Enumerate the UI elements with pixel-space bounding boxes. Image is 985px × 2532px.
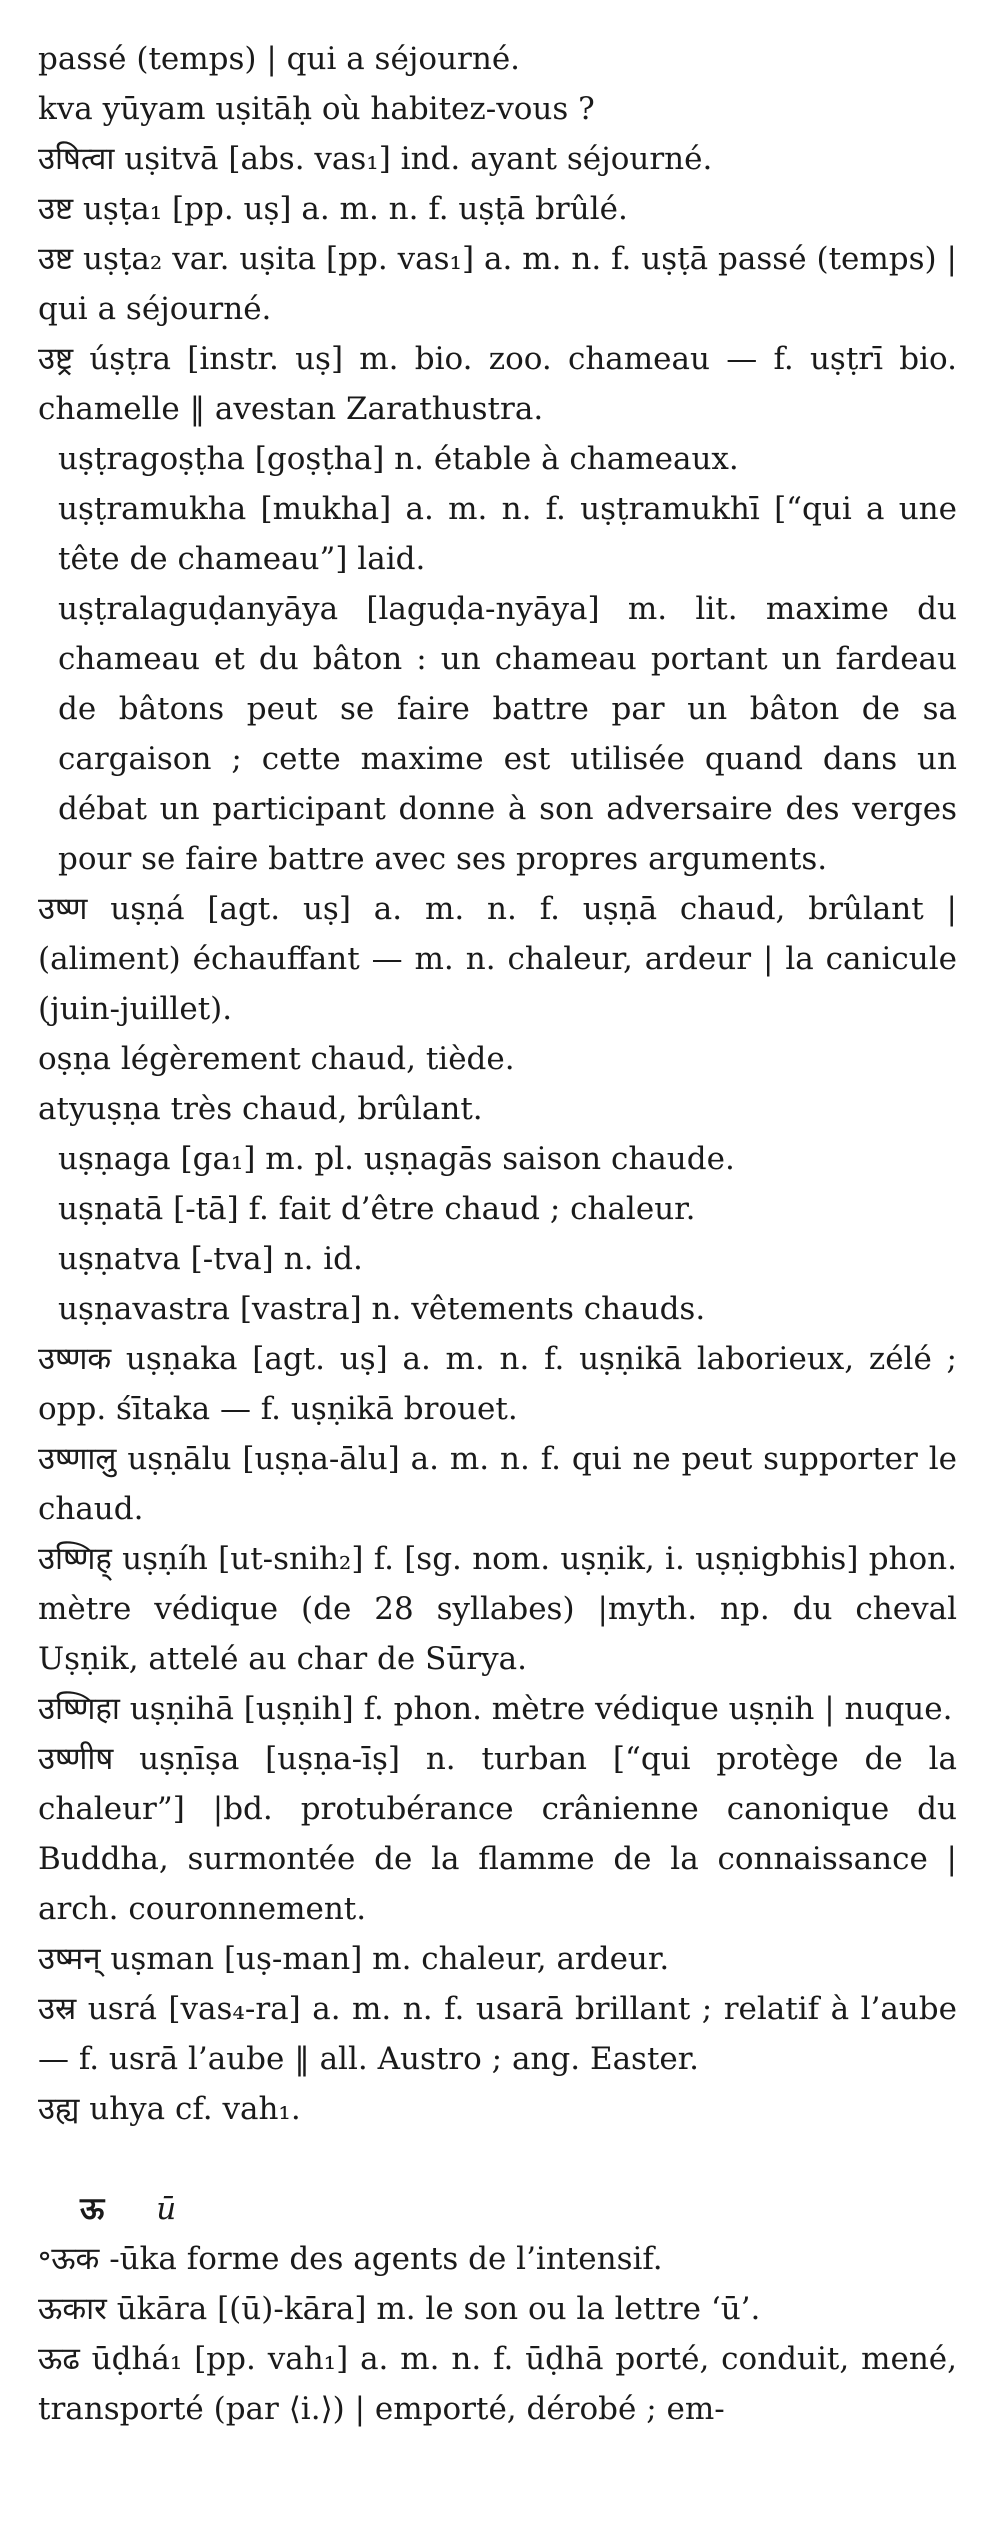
sub-entry: uṣṭragoṣṭha [goṣṭha] n. étable à chameaux.	[58, 441, 739, 477]
continuation-line: passé (temps) | qui a séjourné.	[38, 41, 521, 77]
example-sentence: kva yūyam uṣitāḥ où habitez-vous ?	[38, 91, 595, 127]
dictionary-entry: ॰ऊक -ūka forme des agents de l’intensif.	[38, 2241, 663, 2277]
dictionary-entry: उष्णिह् uṣṇíh [ut-snih₂] f. [sg. nom. uṣṇik, i. uṣṇigbhis] phon. mètre védique (de 28 syllabes) |myth. np. du cheval Uṣṇik, attelé au char de Sūrya.	[38, 1541, 957, 1677]
dictionary-entry: उष्ट uṣṭa₂ var. uṣita [pp. vas₁] a. m. n. f. uṣṭā passé (temps) | qui a séjourné.	[38, 241, 957, 327]
dictionary-entry: उष्मन् uṣman [uṣ-man] m. chaleur, ardeur.	[38, 1941, 670, 1977]
sub-entry: uṣṭralaguḍanyāya [laguḍa-nyāya] m. lit. maxime du chameau et du bâton : un chameau portant un fardeau de bâtons peut se faire battre par un bâton de sa cargaison ; cette maxime est utilisée quand dans un débat un participant donne à son adversaire des verges pour se faire battre avec ses propres arguments.	[58, 591, 957, 877]
section-heading-iast: ū	[156, 2191, 177, 2227]
dictionary-entry: ऊढ ūḍhá₁ [pp. vah₁] a. m. n. f. ūḍhā porté, conduit, mené, transporté (par ⟨i.⟩) | emporté, dérobé ; em-	[38, 2341, 957, 2427]
derived-form: oṣṇa légèrement chaud, tiède.	[38, 1041, 515, 1077]
sub-entry: uṣṇatva [-tva] n. id.	[58, 1241, 363, 1277]
sub-entry: uṣṇavastra [vastra] n. vêtements chauds.	[58, 1291, 706, 1327]
dictionary-entry: उष्णीष uṣṇīṣa [uṣṇa-īṣ] n. turban [“qui protège de la chaleur”] |bd. protubérance crânienne canonique du Buddha, surmontée de la flamme de la connaissance | arch. couronnement.	[38, 1741, 957, 1927]
dictionary-entry: उष्ट uṣṭa₁ [pp. uṣ] a. m. n. f. uṣṭā brûlé.	[38, 191, 628, 227]
sub-entry: uṣṇatā [-tā] f. fait d’être chaud ; chaleur.	[58, 1191, 696, 1227]
entries-part-1	[38, 34, 957, 2134]
section-heading-devanagari: ऊ	[80, 2191, 105, 2227]
dictionary-entry: उष्ण uṣṇá [agt. uṣ] a. m. n. f. uṣṇā chaud, brûlant | (aliment) échauffant — m. n. chaleur, ardeur | la canicule (juin-juillet).	[38, 891, 957, 1027]
sub-entry: uṣṇaga [ga₁] m. pl. uṣṇagās saison chaude.	[58, 1141, 735, 1177]
dictionary-entry: उष्णक uṣṇaka [agt. uṣ] a. m. n. f. uṣṇikā laborieux, zélé ; opp. śītaka — f. uṣṇikā brouet.	[38, 1341, 957, 1427]
entries-part-2	[38, 2234, 957, 2434]
sub-entry: uṣṭramukha [mukha] a. m. n. f. uṣṭramukhī [“qui a une tête de chameau”] laid.	[58, 491, 957, 577]
dictionary-entry: उषित्वा uṣitvā [abs. vas₁] ind. ayant séjourné.	[38, 141, 713, 177]
dictionary-entry: उष्णालु uṣṇālu [uṣṇa-ālu] a. m. n. f. qui ne peut supporter le chaud.	[38, 1441, 957, 1527]
section-spacer	[38, 2134, 957, 2184]
dictionary-entry: उस्र usrá [vas₄-ra] a. m. n. f. usarā brillant ; relatif à l’aube — f. usrā l’aube ‖ all. Austro ; ang. Easter.	[38, 1991, 957, 2077]
dictionary-entry: उह्य uhya cf. vah₁.	[38, 2091, 301, 2127]
dictionary-entry: उष्णिहा uṣṇihā [uṣṇih] f. phon. mètre védique uṣṇih | nuque.	[38, 1691, 953, 1727]
section-heading	[38, 2184, 957, 2234]
dictionary-entry: ऊकार ūkāra [(ū)-kāra] m. le son ou la lettre ‘ū’.	[38, 2291, 761, 2327]
derived-form: atyuṣṇa très chaud, brûlant.	[38, 1091, 483, 1127]
dictionary-entry: उष्ट्र úṣṭra [instr. uṣ] m. bio. zoo. chameau — f. uṣṭrī bio. chamelle ‖ avestan Zarathustra.	[38, 341, 957, 427]
